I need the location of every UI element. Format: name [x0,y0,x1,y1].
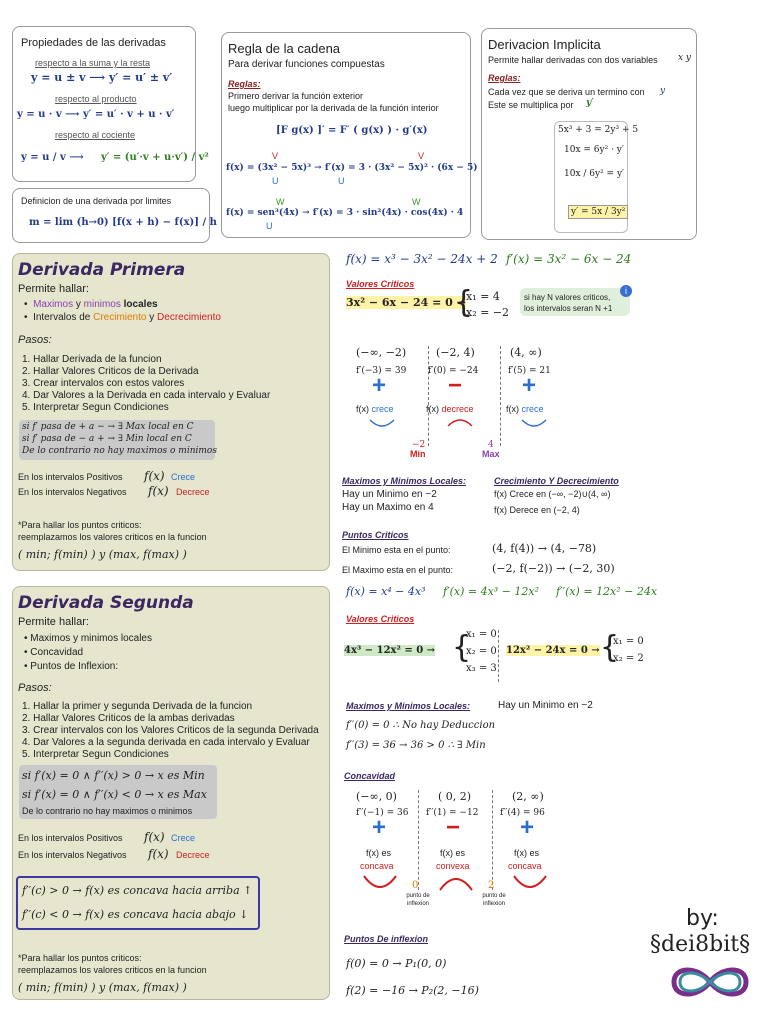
ex1-pc-1-val: (4, f(4)) → (4, −78) [492,542,597,555]
ex1-fp: f′(x) = 3x² − 6x − 24 [506,252,632,266]
ex1-min-val: −2 [412,440,426,450]
ex2-pi-1: f(0) = 0 → P₁(0, 0) [346,957,447,970]
first-cond-2: si f′ pasa de − a + → ∃ Min local en C [22,434,192,444]
implicit-rules-label: Reglas: [488,73,521,83]
ex2-vc-title: Valores Criticos [346,614,415,624]
first-note-2: reemplazamos los valores criticos en la funcion [18,532,207,542]
implicit-rule1: Cada vez que se deriva un termino con [488,87,645,97]
chain-rule1: Primero derivar la función exterior [228,91,364,101]
ex1-x2: x₂ = −2 [466,306,510,319]
ex2-a1: x₁ = 0 [466,629,497,640]
first-step-5: 5. Interpretar Segun Condiciones [22,402,169,413]
quot-label: respecto al cociente [55,130,136,140]
second-cond-3: De lo contrario no hay maximos o minimos [22,806,193,816]
ex2-pi-label-2: punto de inflexion [482,893,506,907]
first-pos-label: En los intervalos Positivos [18,472,123,482]
ex1-max-label: Max [482,449,500,459]
ex2-b1: x₁ = 0 [613,636,644,647]
sig-by: by: [686,906,719,931]
first-bullet-2: • Intervalos de Crecimiento y Decrecimiento [24,312,221,323]
ex1-min-label: Min [410,449,426,459]
ex2-conc-divider-2 [492,790,493,890]
chain-subtitle: Para derivar funciones compuestas [228,59,385,70]
ex1-arrow-down [446,416,476,430]
ex2-d3: f′′(4) = 96 [500,808,545,818]
implicit-box [481,28,697,240]
ex1-arrow-up-1 [368,416,398,430]
ex2-curve-up-1 [362,874,398,892]
ex2-int-1: (−∞, 0) [356,790,397,803]
first-bullet-1: • Maximos y minimos locales [24,299,158,310]
chain-formula: [F g(x) ]′ = F′ ( g(x) ) · g′(x) [276,125,428,136]
ex1-sign-2: − [448,372,463,399]
first-cond-3: De lo contrario no hay maximos o minimos [22,446,217,456]
second-pasos: Pasos: [18,682,52,694]
ex1-mm-title: Maximos y Minimos Locales: [342,476,467,486]
limit-box [12,188,217,243]
quot-right: y′ = (u′·v + u·v′) / v² [101,152,209,163]
ex1-pc-2-val: (−2, f(−2)) → (−2, 30) [492,562,615,575]
ex1-int-3: (4, ∞) [510,346,542,359]
props-box [12,26,209,182]
chain-v2: V [418,151,425,161]
ex2-eq-b: 12x² − 24x = 0 → [506,645,600,656]
ex1-f: f(x) = x³ − 3x² − 24x + 2 [346,252,498,266]
second-neg-fx: f(x) [148,847,169,861]
implicit-rule2-var: y′ [586,98,594,108]
second-step-3: 3. Crear intervalos con los Valores Criticos de la segunda Derivada [22,725,319,736]
ex2-a2: x₂ = 0 [466,646,497,657]
ex1-mm-1: Hay un Minimo en −2 [342,489,437,500]
ex2-brace-b: { [600,630,620,665]
first-step-4: 4. Dar Valores a la Derivada en cada intervalo y Evaluar [22,390,271,401]
second-bullet-3: • Puntos de Inflexion: [24,661,119,672]
chain-ex1: f(x) = (3x² − 5x)³ → f′(x) = 3 · (3x² − 5x)² · (6x − 5) [226,163,478,173]
ex1-max-val: 4 [488,440,494,450]
chain-ex2: f(x) = sen³(4x) → f′(x) = 3 · sin²(4x) · cos(4x) · 4 [226,208,464,218]
first-note-1: *Para hallar los puntos criticos: [18,520,142,530]
ex2-sign-3: + [520,814,535,841]
prod-formula: y = u · v ⟶ y′ = u′ · v + u · v′ [17,109,175,120]
first-step-1: 1. Hallar Derivada de la funcion [22,354,162,365]
quot-left: y = u / v ⟶ [21,152,84,163]
second-note-2: reemplazamos los valores criticos en la funcion [18,965,207,975]
second-decrece: Decrece [176,850,210,860]
second-bullet-2: • Concavidad [24,647,84,658]
implicit-vars: x y [678,53,692,63]
chain-rule2: luego multiplicar por la derivada de la función interior [228,103,439,113]
ex1-pc-2: El Maximo esta en el punto: [342,565,454,575]
limit-formula: m = lim (h→0) [f(x + h) − f(x)] / h [29,217,217,228]
ex1-d2: f′(0) = −24 [428,366,479,376]
ex1-divider-1 [428,346,429,446]
ex1-mm-2: Hay un Maximo en 4 [342,502,434,513]
ex1-pc-1: El Minimo esta en el punto: [342,545,451,555]
first-crece: Crece [171,472,196,482]
implicit-eq4: y′ = 5x / 3y² [568,205,628,219]
ex2-pi-2: f(2) = −16 → P₂(2, −16) [346,984,479,997]
ex1-vc-title: Valores Criticos [346,279,415,289]
first-neg-label: En los intervalos Negativos [18,487,127,497]
chain-title: Regla de la cadena [228,41,341,56]
second-cond-2: si f′(x) = 0 ∧ f′′(x) < 0 → x es Max [22,788,207,801]
ex2-mm-right: Hay un Minimo en −2 [498,700,593,711]
ex1-int-2: (−2, 4) [436,346,475,359]
ex2-f: f(x) = x⁴ − 4x³ [346,585,426,598]
ex1-cd-title: Crecimiento Y Decrecimiento [494,476,619,486]
ex2-concava-2: concava [508,861,542,871]
second-title: Derivada Segunda [18,593,194,613]
ex2-fp: f′(x) = 4x³ − 12x² [443,585,539,598]
ex1-d3: f′(5) = 21 [508,366,551,376]
implicit-subtitle: Permite hallar derivadas con dos variables [488,55,658,65]
ex2-curve-down [438,874,474,892]
implicit-rule1-var: y [660,86,666,96]
ex2-d2: f′′(1) = −12 [426,808,479,818]
ex2-fpp: f′′(x) = 12x² − 24x [556,585,658,598]
ex1-info-2: los intervalos seran N +1 [524,304,613,313]
chain-u3: U [266,221,273,231]
first-step-3: 3. Crear intervalos con estos valores [22,378,185,389]
first-points: ( min; f(min) ) y (max, f(max) ) [18,548,187,561]
ex2-l2: f′′(3) = 36 → 36 > 0 ∴ ∃ Min [346,740,486,751]
ex2-pi-label-1: punto de inflexion [406,893,430,907]
second-step-2: 2. Hallar Valores Criticos de la ambas derivadas [22,713,235,724]
ex2-conc-title: Concavidad [344,771,396,781]
implicit-eq2: 10x = 6y² · y′ [564,145,624,155]
ex1-d1: f′(−3) = 39 [356,366,407,376]
first-pasos: Pasos: [18,334,52,346]
implicit-rule2: Este se multiplica por [488,100,574,110]
ex2-fxes-2: f(x) es [440,848,466,858]
second-cc-2: f′′(c) < 0 → f(x) es concava hacia abajo ↓ [22,908,249,921]
second-pos-label: En los intervalos Positivos [18,833,123,843]
ex2-sign-1: + [372,814,387,841]
chain-u1: U [272,176,279,186]
ex1-fx-1: f(x) crece [356,404,394,414]
ex2-int-3: (2, ∞) [512,790,544,803]
props-title: Propiedades de las derivadas [21,37,166,49]
info-icon: i [620,285,632,297]
ex1-fx-3: f(x) crece [506,404,544,414]
ex1-pc-title: Puntos Criticos [342,530,409,540]
sum-formula: y = u ± v ⟶ y′ = u′ ± v′ [31,71,173,84]
second-bullet-1: • Maximos y minimos locales [24,633,152,644]
first-permite: Permite hallar: [18,283,89,295]
second-pos-fx: f(x) [144,830,165,844]
first-neg-fx: f(x) [148,484,169,498]
ex2-fxes-3: f(x) es [514,848,540,858]
implicit-title: Derivacion Implicita [488,37,601,52]
second-cond-1: si f′(x) = 0 ∧ f′′(x) > 0 → x es Min [22,769,205,782]
ex1-sign-1: + [372,372,387,399]
second-step-4: 4. Dar Valores a la segunda derivada en cada intervalo y Evaluar [22,737,310,748]
ex2-p0: 0 [412,880,419,891]
second-step-1: 1. Hallar la primer y segunda Derivada de la funcion [22,701,253,712]
ex2-pi-title: Puntos De inflexion [344,934,429,944]
ex2-brace-a: { [452,630,472,665]
ex2-conc-divider-1 [418,790,419,890]
ex1-sign-3: + [522,372,537,399]
ex2-l1: f′′(0) = 0 ∴ No hay Deduccion [346,720,496,731]
ex2-d1: f′′(−1) = 36 [356,808,409,818]
ex2-convexa: convexa [436,861,470,871]
ex2-p2: 2 [488,880,495,891]
infinity-logo-icon [668,962,752,1002]
ex2-fxes-1: f(x) es [366,848,392,858]
implicit-eq1: 5x³ + 3 = 2y³ + 5 [558,125,639,135]
first-title: Derivada Primera [18,260,186,280]
ex2-sign-2: − [446,814,461,841]
sum-label: respecto a la suma y la resta [35,58,151,68]
implicit-eq3: 10x / 6y² = y′ [564,169,625,179]
first-decrece: Decrece [176,487,210,497]
chain-rules-label: Reglas: [228,79,261,89]
ex1-divider-2 [500,346,501,446]
second-neg-label: En los intervalos Negativos [18,850,127,860]
second-cc-1: f′′(c) > 0 → f(x) es concava hacia arriba ↑ [22,884,253,897]
ex1-int-1: (−∞, −2) [356,346,407,359]
chain-box [221,32,478,238]
ex2-eq-a: 4x³ − 12x² = 0 → [344,645,436,656]
second-permite: Permite hallar: [18,616,89,628]
ex2-concava-1: concava [360,861,394,871]
chain-w2: W [412,197,421,207]
ex1-info-1: si hay N valores criticos, [524,293,611,302]
chain-v1: V [272,151,279,161]
second-note-1: *Para hallar los puntos criticos: [18,953,142,963]
ex1-cd-1: f(x) Crece en (−∞, −2)∪(4, ∞) [494,489,611,499]
ex2-int-2: ( 0, 2) [438,790,472,803]
second-points: ( min; f(min) ) y (max, f(max) ) [18,981,187,994]
second-crece: Crece [171,833,196,843]
first-cond-1: si f′ pasa de + a − → ∃ Max local en C [22,422,194,432]
ex1-brace: { [454,285,474,320]
chain-w1: W [276,197,285,207]
second-step-5: 5. Interpretar Segun Condiciones [22,749,169,760]
first-pos-fx: f(x) [144,469,165,483]
ex2-divider [498,630,499,682]
limit-title: Definicion de una derivada por limites [21,196,172,206]
ex2-curve-up-2 [512,874,548,892]
prod-label: respecto al producto [55,94,137,104]
ex1-vc-eq: 3x² − 6x − 24 = 0 → [346,296,466,309]
ex1-x1: x₁ = 4 [466,290,500,303]
ex2-a3: x₃ = 3 [466,663,497,674]
ex1-arrow-up-2 [520,416,550,430]
ex2-b2: x₂ = 2 [613,653,644,664]
sig-name: §dei8bit§ [650,932,751,957]
chain-u2: U [338,176,345,186]
first-step-2: 2. Hallar Valores Criticos de la Derivada [22,366,199,377]
ex2-mm-title: Maximos y Minimos Locales: [346,701,471,711]
ex1-fx-2: f(x) decrece [426,404,474,414]
ex1-cd-2: f(x) Derece en (−2, 4) [494,505,580,515]
